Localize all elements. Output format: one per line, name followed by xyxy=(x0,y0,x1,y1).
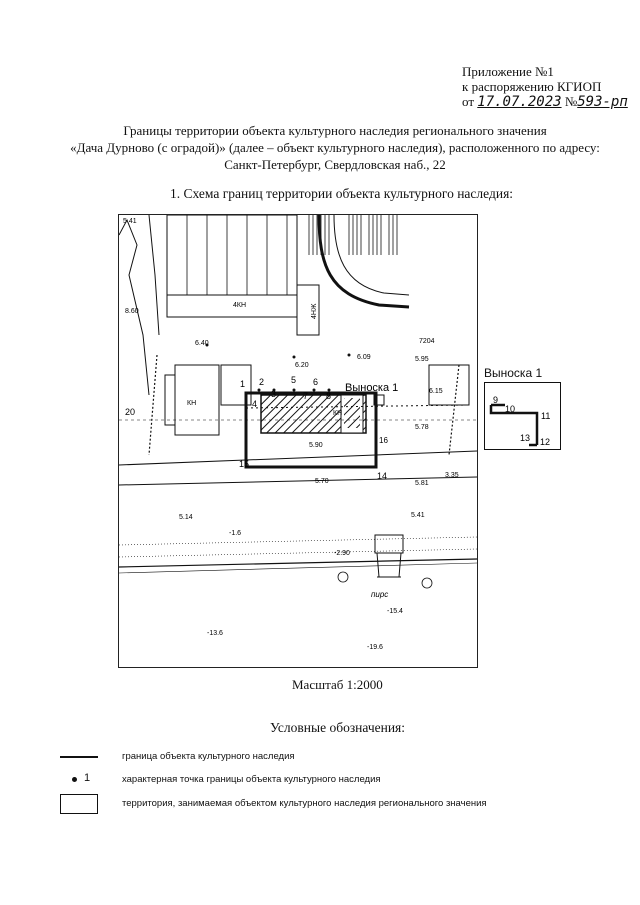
map-elevation: 6.15 xyxy=(429,388,443,395)
map-point-number: 16 xyxy=(379,436,388,445)
map-elevation: -2.90 xyxy=(334,550,350,557)
map-elevation: 6.09 xyxy=(357,354,371,361)
document-title xyxy=(40,122,630,173)
map-point-number: 7 xyxy=(303,391,309,401)
callout-point: 9 xyxy=(493,395,499,405)
appendix-number-sign: № xyxy=(564,94,578,109)
map-point-number: 5 xyxy=(291,375,297,385)
map-elevation: 5.14 xyxy=(179,514,193,521)
map-building-label: КН xyxy=(333,410,343,417)
legend-title: Условные обозначения: xyxy=(270,720,406,735)
legend-dot-swatch xyxy=(72,777,77,782)
legend-point-number: 1 xyxy=(84,772,91,784)
appendix-order-number: 593-рп xyxy=(577,94,628,110)
boundary-map xyxy=(118,214,478,668)
legend-point-text: характерная точка границы объекта культурного наследия xyxy=(122,774,381,785)
map-point-number: 15 xyxy=(239,459,250,469)
title-line-1: Границы территории объекта культурного наследия регионального значения xyxy=(123,123,547,138)
title-line-2: «Дача Дурново (с оградой)» (далее – объект культурного наследия), расположенного по адресу: xyxy=(70,140,600,155)
map-elevation: 6.40 xyxy=(195,340,209,347)
callout-point: 13 xyxy=(520,433,531,443)
map-elevation: 8.60 xyxy=(125,308,139,315)
legend-boundary-text: граница объекта культурного наследия xyxy=(122,751,295,762)
map-elevation: 5.95 xyxy=(415,356,429,363)
map-elevation: 6.20 xyxy=(295,362,309,369)
map-elevation: -1.6 xyxy=(229,530,242,537)
map-point-number: 1 xyxy=(240,379,246,389)
callout-point: 10 xyxy=(505,404,516,414)
map-elevation: -13.6 xyxy=(207,630,223,637)
callout-title: Выноска 1 xyxy=(484,366,543,380)
map-elevation: 5.81 xyxy=(415,480,429,487)
map-elevation: 5.41 xyxy=(123,218,137,225)
appendix-prefix: от xyxy=(462,94,475,109)
map-point-number: 8 xyxy=(326,391,332,401)
legend-line-swatch xyxy=(60,756,98,758)
map-building-label: 4НЖ xyxy=(311,303,318,319)
map-elevation: 5.90 xyxy=(309,442,323,449)
map-building-label: 4КН xyxy=(233,302,247,309)
map-elevation: 5.41 xyxy=(411,512,425,519)
appendix-date: 17.07.2023 xyxy=(477,94,562,110)
map-point-number: 3 xyxy=(271,389,277,399)
legend-box-swatch xyxy=(60,794,98,814)
map-callout-label: Выноска 1 xyxy=(345,382,399,394)
callout-1 xyxy=(484,366,561,450)
appendix-header xyxy=(462,64,628,110)
scheme-heading: 1. Схема границ территории объекта культурного наследия: xyxy=(170,186,514,201)
map-point-number: 6 xyxy=(313,377,319,387)
map-elevation: -19.6 xyxy=(367,644,383,651)
legend-territory-text: территория, занимаемая объектом культурного наследия регионального значения xyxy=(122,798,487,809)
map-elevation: -15.4 xyxy=(387,608,403,615)
map-elevation: 5.78 xyxy=(415,424,429,431)
map-point-number: 20 xyxy=(125,407,136,417)
callout-point: 11 xyxy=(541,411,551,421)
callout-box xyxy=(484,382,561,450)
title-line-3: Санкт-Петербург, Свердловская наб., 22 xyxy=(224,157,446,172)
appendix-number: Приложение №1 xyxy=(462,64,554,79)
map-elevation: 3.35 xyxy=(445,472,459,479)
map-pier-label: пирс xyxy=(371,590,389,599)
map-scale: Масштаб 1:2000 xyxy=(292,677,383,692)
map-point-number: 14 xyxy=(377,471,388,481)
callout-point: 12 xyxy=(540,437,551,447)
map-elevation: 5.70 xyxy=(315,478,329,485)
map-building-label: 7204 xyxy=(419,338,435,345)
appendix-date-line xyxy=(462,94,628,110)
appendix-order: к распоряжению КГИОП xyxy=(462,79,602,94)
map-building-label: КН xyxy=(187,400,197,407)
map-point-number: 4 xyxy=(252,399,258,409)
map-point-number: 2 xyxy=(259,377,265,387)
